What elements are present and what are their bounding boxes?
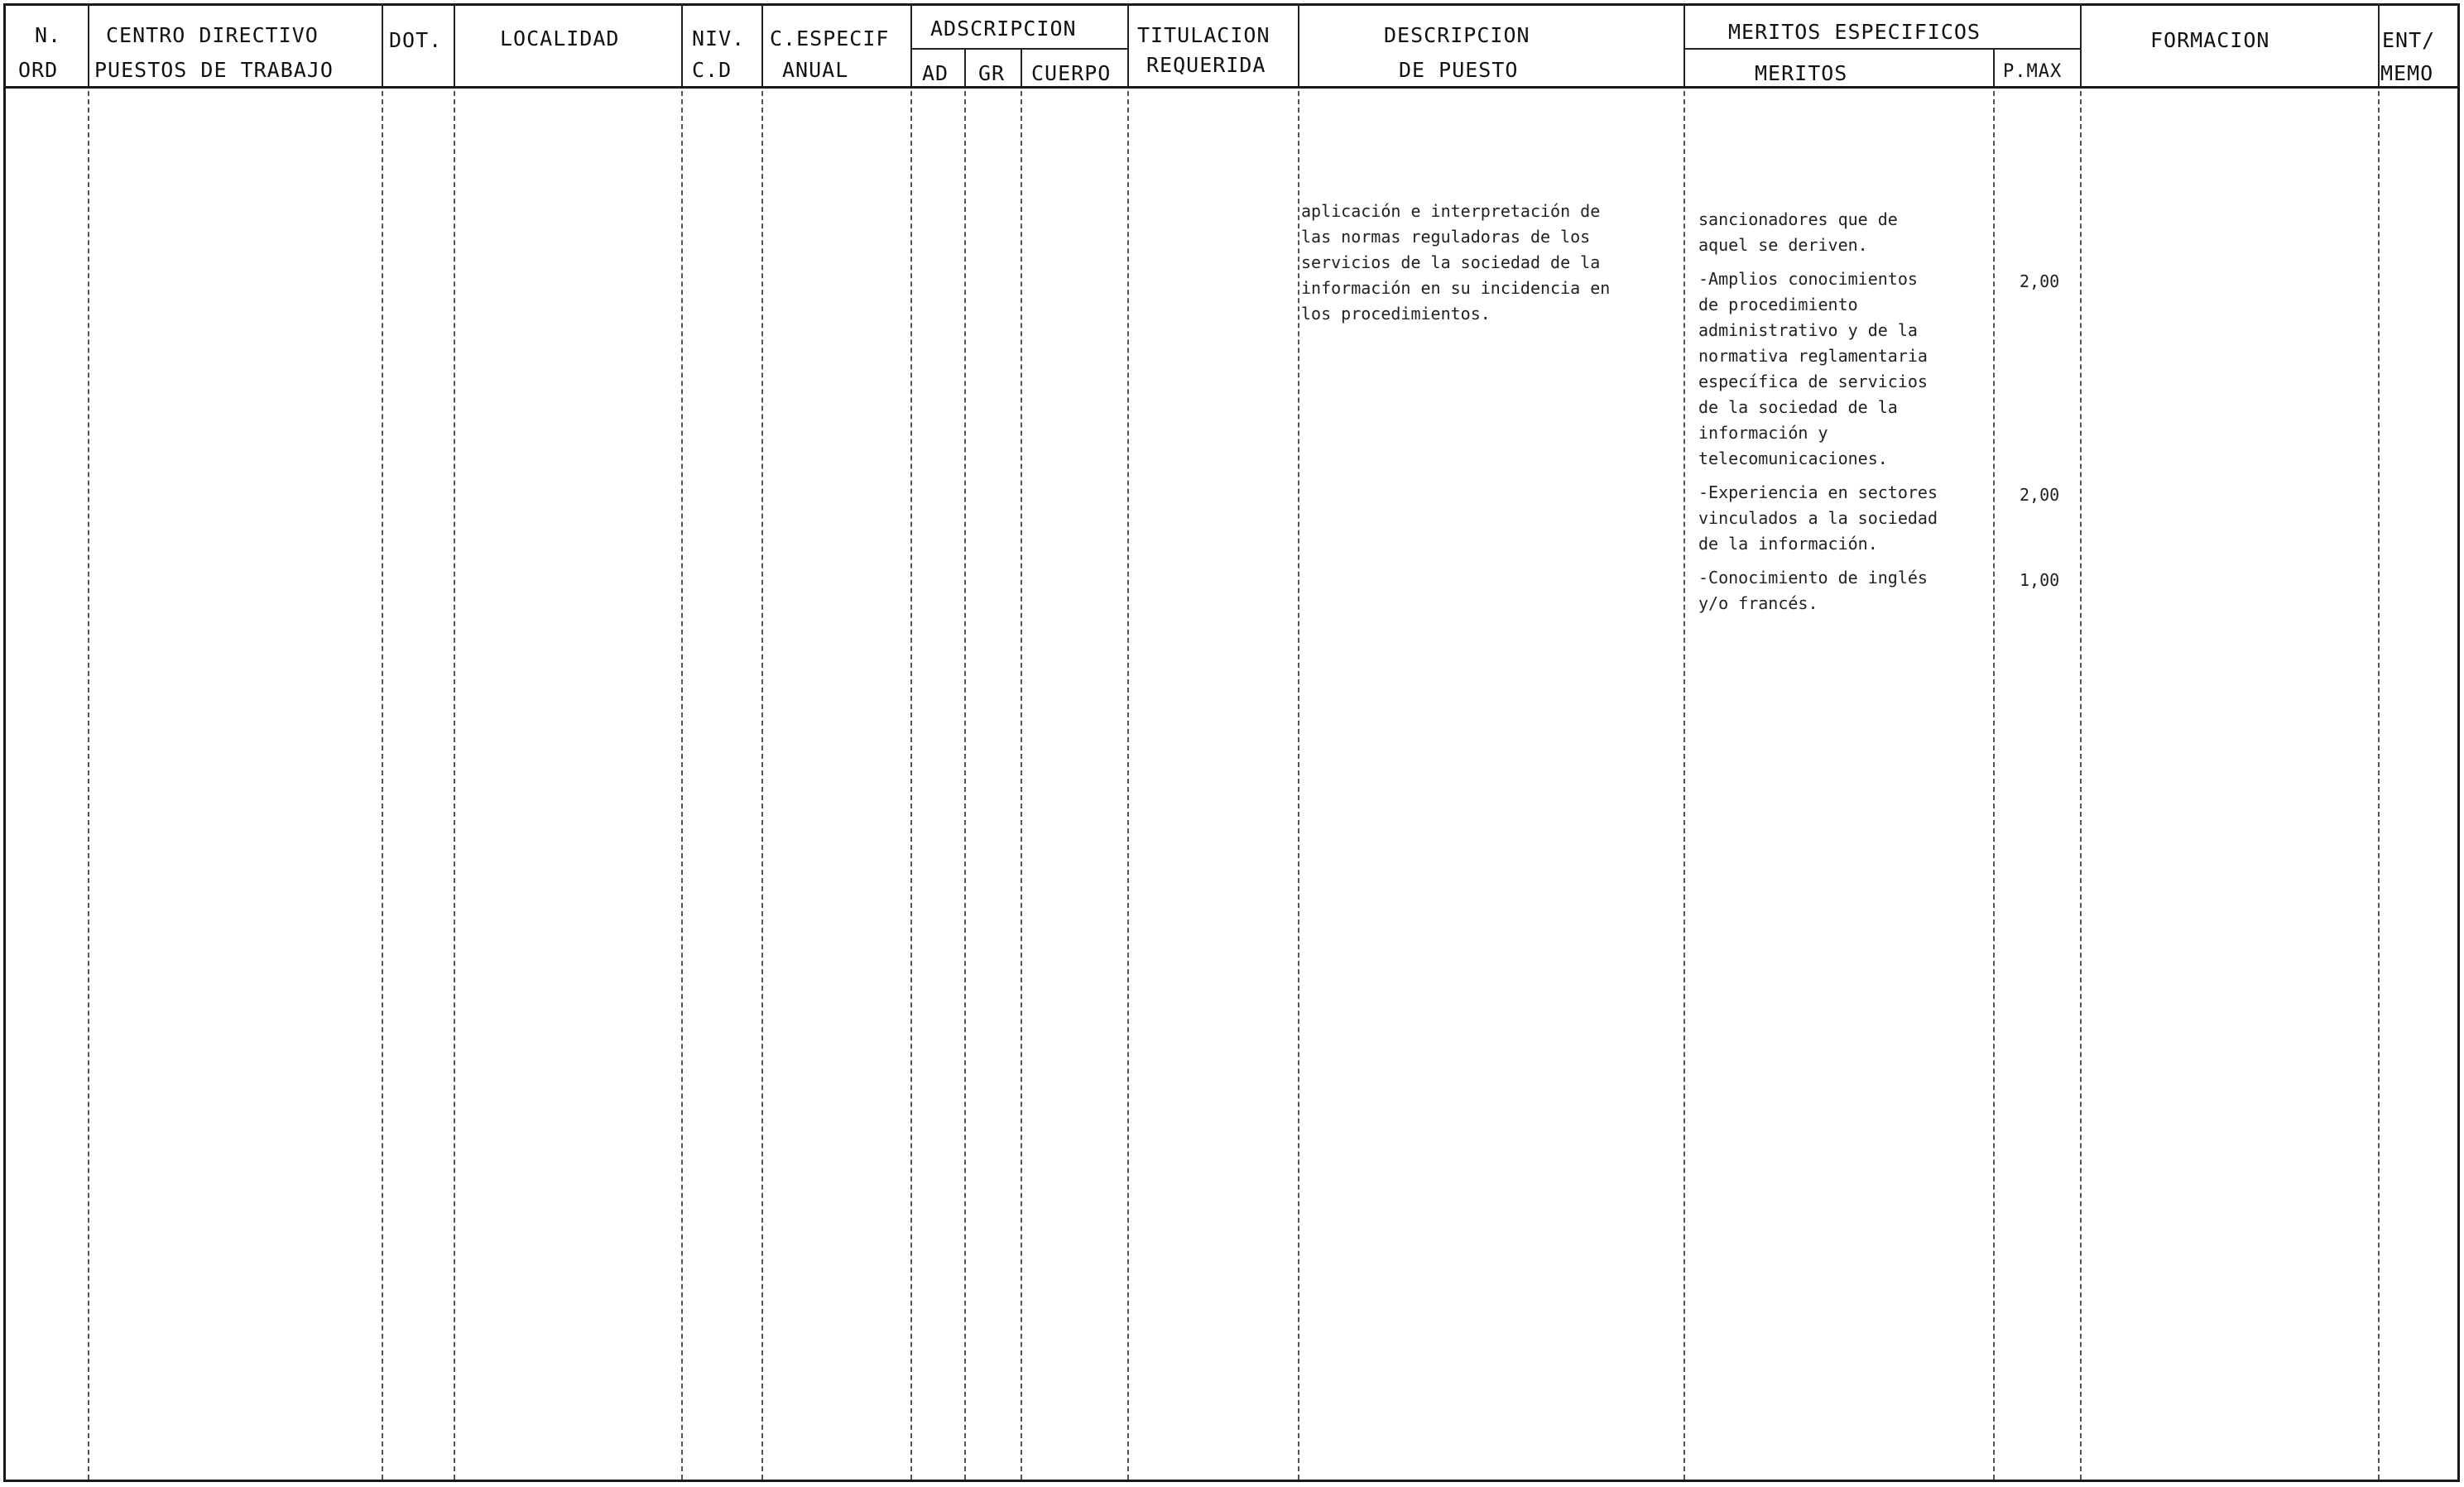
merito-pmax: 2,00: [2020, 271, 2060, 291]
descripcion-puesto-text: aplicación e interpretación de las normas reguladoras de los servicios de la sociedad de la información en su incidencia en los procedimientos.: [1301, 201, 1611, 324]
header-ent: ENT/: [2382, 28, 2436, 52]
body-sep-8: [1298, 91, 1299, 1480]
body-sep-ad-gr: [964, 91, 966, 1480]
col-sep-5: [761, 3, 763, 86]
merito-pmax: 2,00: [2020, 485, 2060, 505]
merito-pmax: 1,00: [2020, 570, 2060, 590]
meritos-especificos-subline: [1683, 48, 2080, 50]
header-requerida: REQUERIDA: [1146, 53, 1266, 77]
header-pmax: P.MAX: [2003, 61, 2063, 82]
adscripcion-subline: [910, 48, 1127, 50]
header-de-puesto: DE PUESTO: [1399, 58, 1519, 82]
col-sep-2: [382, 3, 383, 86]
body-sep-5: [761, 91, 763, 1480]
header-niv: NIV.: [692, 26, 746, 50]
header-cuerpo: CUERPO: [1031, 61, 1112, 85]
header-adscripcion: ADSCRIPCION: [930, 17, 1077, 41]
col-sep-ad-gr: [964, 48, 966, 86]
col-sep-9: [1683, 3, 1685, 86]
col-sep-1: [88, 3, 89, 86]
col-sep-4: [681, 3, 683, 86]
header-dot: DOT.: [389, 28, 443, 52]
table-frame: [3, 3, 2460, 1482]
col-sep-11: [2378, 3, 2380, 86]
body-sep-10: [2080, 91, 2082, 1480]
merito-item: -Amplios conocimientos de procedimiento administrativo y de la normativa reglamentaria específica de servicios de la sociedad de la información y telecomunicaciones.: [1698, 269, 1928, 468]
body-sep-3: [454, 91, 455, 1480]
header-bottom-rule: [3, 86, 2460, 89]
col-sep-3: [454, 3, 455, 86]
body-sep-11: [2378, 91, 2380, 1480]
col-sep-7: [1127, 3, 1129, 86]
header-titulacion: TITULACION: [1137, 23, 1270, 47]
merito-item: -Conocimiento de inglés y/o francés.: [1698, 568, 1928, 613]
body-sep-1: [88, 91, 89, 1480]
merito-item: sancionadores que de aquel se deriven.: [1698, 209, 1898, 255]
header-c-especif: C.ESPECIF: [770, 26, 890, 50]
header-memo: MEMO: [2380, 61, 2434, 85]
header-n-label: N.: [35, 23, 62, 47]
body-sep-7: [1127, 91, 1129, 1480]
merito-item: -Experiencia en sectores vinculados a la sociedad de la información.: [1698, 482, 1938, 554]
header-formacion: FORMACION: [2150, 28, 2270, 52]
header-ad: AD: [922, 61, 949, 85]
header-cd: C.D: [692, 58, 732, 82]
header-gr: GR: [978, 61, 1006, 85]
header-descripcion: DESCRIPCION: [1384, 23, 1530, 47]
header-ord-label: ORD: [18, 58, 59, 82]
body-sep-9: [1683, 91, 1685, 1480]
header-meritos-especificos: MERITOS ESPECIFICOS: [1728, 20, 1981, 44]
header-meritos: MERITOS: [1755, 61, 1848, 85]
header-localidad: LOCALIDAD: [500, 26, 620, 50]
body-sep-4: [681, 91, 683, 1480]
col-sep-6: [910, 3, 912, 86]
col-sep-meritos-pmax: [1993, 48, 1995, 86]
body-sep-meritos-pmax: [1993, 91, 1995, 1480]
header-centro-directivo: CENTRO DIRECTIVO: [106, 23, 319, 47]
header-puestos-de-trabajo: PUESTOS DE TRABAJO: [94, 58, 334, 82]
col-sep-gr-cuerpo: [1021, 48, 1022, 86]
col-sep-10: [2080, 3, 2082, 86]
body-sep-gr-cuerpo: [1021, 91, 1022, 1480]
header-anual: ANUAL: [782, 58, 849, 82]
body-sep-2: [382, 91, 383, 1480]
body-sep-6: [910, 91, 912, 1480]
col-sep-8: [1298, 3, 1299, 86]
